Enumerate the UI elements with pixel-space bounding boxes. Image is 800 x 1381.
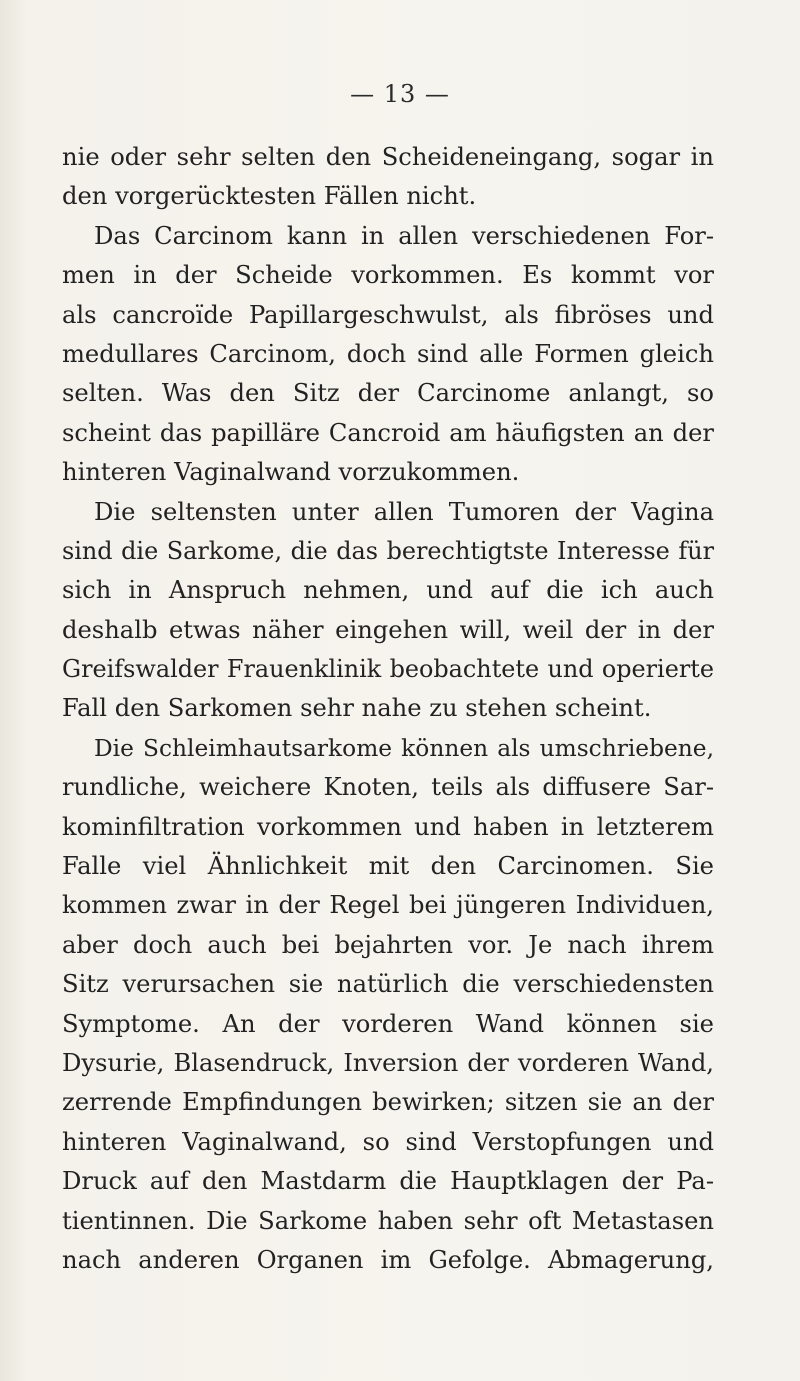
text-line: Dysurie, Blasendruck, Inversion der vorderen Wand, <box>62 1048 714 1077</box>
text-line: scheint das papilläre Cancroid am häufigsten an der <box>62 418 714 447</box>
text-line: Falle viel Ähnlichkeit mit den Carcinomen. Sie <box>62 852 714 881</box>
text-line: Das Carcinom kann in allen verschiedenen For- <box>94 221 714 250</box>
text-line: hinteren Vaginalwand vorzukommen. <box>62 458 520 487</box>
text-line: kommen zwar in der Regel bei jüngeren Individuen, <box>62 891 714 920</box>
text-line: aber doch auch bei bejahrten vor. Je nach ihrem <box>62 930 714 959</box>
text-line: Fall den Sarkomen sehr nahe zu stehen scheint. <box>62 694 652 723</box>
text-line: selten. Was den Sitz der Carcinome anlangt, so <box>62 379 714 408</box>
text-line: hinteren Vaginalwand, so sind Verstopfungen und <box>62 1127 714 1156</box>
text-line: medullares Carcinom, doch sind alle Formen gleich <box>62 339 714 368</box>
page-number: — 13 — <box>350 80 450 108</box>
text-line: Die seltensten unter allen Tumoren der Vagina <box>94 497 714 526</box>
text-line: den vorgerücktesten Fällen nicht. <box>62 182 477 211</box>
text-line: men in der Scheide vorkommen. Es kommt vor <box>62 261 714 290</box>
text-line: Sitz verursachen sie natürlich die verschiedensten <box>62 970 714 999</box>
text-line: sind die Sarkome, die das berechtigtste Interesse für <box>62 536 714 565</box>
body-text <box>62 138 714 1280</box>
text-line: Die Schleimhautsarkome können als umschriebene, <box>94 734 714 762</box>
text-line: Symptome. An der vorderen Wand können sie <box>62 1009 714 1038</box>
text-line: kominfiltration vorkommen und haben in letzterem <box>62 812 714 841</box>
text-line: zerrende Empfindungen bewirken; sitzen sie an der <box>62 1088 714 1117</box>
text-line: Druck auf den Mastdarm die Hauptklagen der Pa- <box>62 1167 714 1196</box>
text-line: rundliche, weichere Knoten, teils als diffusere Sar- <box>62 773 714 802</box>
text-line: tientinnen. Die Sarkome haben sehr oft Metastasen <box>62 1206 714 1235</box>
text-line: deshalb etwas näher eingehen will, weil der in der <box>62 615 714 644</box>
text-line: Greifswalder Frauenklinik beobachtete und operierte <box>62 655 714 684</box>
text-line: als cancroïde Papillargeschwulst, als fibröses und <box>62 300 714 329</box>
text-line: nach anderen Organen im Gefolge. Abmagerung, <box>62 1245 714 1274</box>
text-line: sich in Anspruch nehmen, und auf die ich auch <box>62 576 714 605</box>
text-line: nie oder sehr selten den Scheideneingang, sogar in <box>62 143 714 171</box>
